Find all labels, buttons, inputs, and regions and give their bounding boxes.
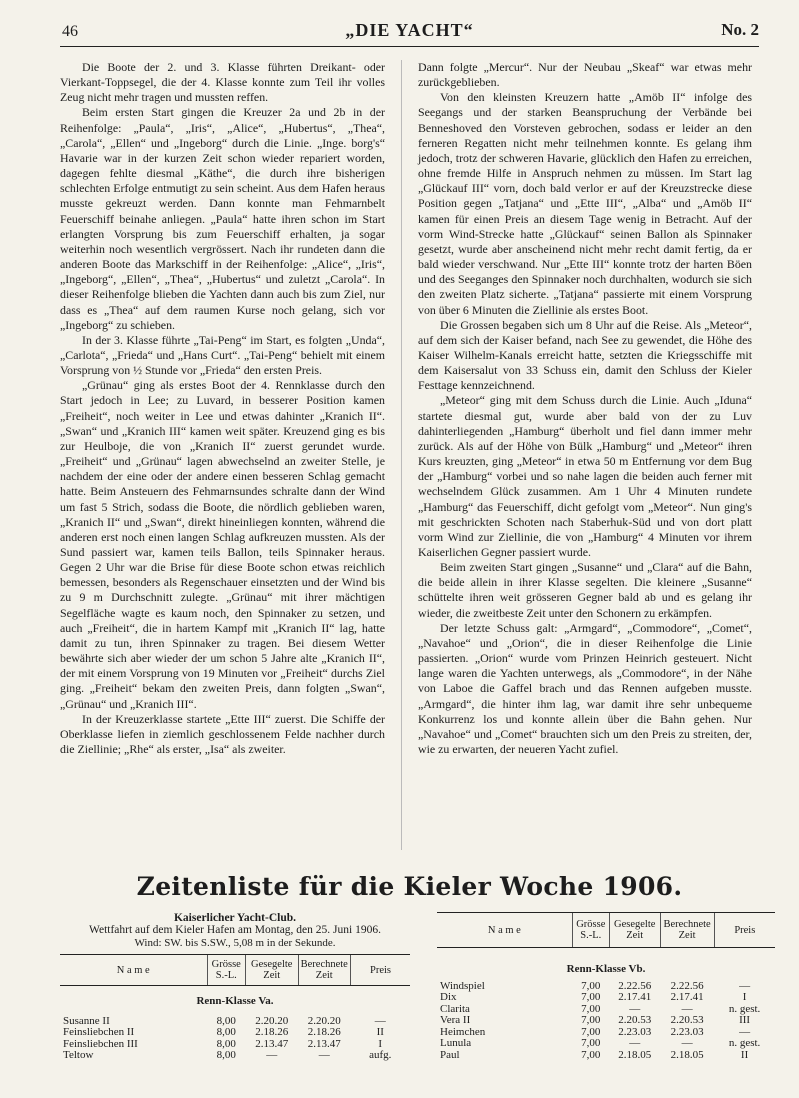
paragraph: Der letzte Schuss galt: „Armgard“, „Commodore“, „Comet“, „Navahoe“ und „Orion“, die in dieser Reihenfolge die Linie passierten. „Orion“ wurde vom Prinzen Heinrich gesteuert. Nicht lange waren die Yachten unterwegs, als „Commodore“, in der Nähe von Laboe die Gaffel brach und das Rennen aufgeben musste. „Armgard“, die hinter ihm lag, war damit ihre sehr unbequeme Konkurrenz los und konnte allein über die Bahn gehen. Nur „Navahoe“ und „Comet“ brauchten sich um den Preis zu streiten, der, wie zu erwarten, der neueren Yacht zufiel. — [418, 620, 752, 757]
cell-calc: 2.18.26 — [307, 1026, 341, 1038]
cell-calc: 2.18.05 — [670, 1048, 704, 1061]
results-table-vb — [437, 912, 775, 1061]
cell-sailed: 2.17.41 — [618, 991, 652, 1003]
col-header-prize: Preis — [351, 955, 411, 986]
section-title: Zeitenliste für die Kieler Woche 1906. — [136, 872, 683, 901]
cell-sailed: 2.18.26 — [255, 1026, 289, 1038]
table-row — [60, 1027, 410, 1039]
club-name: Kaiserlicher Yacht-Club. — [173, 912, 297, 924]
cell-size: 7,00 — [581, 979, 601, 992]
cell-name: Vera II — [440, 1014, 471, 1026]
cell-name: Clarita — [440, 1002, 470, 1015]
table-row — [437, 1004, 775, 1016]
cell-prize: — — [739, 979, 751, 992]
cell-prize: I — [742, 991, 747, 1003]
paragraph: „Grünau“ ging als erstes Boot der 4. Rennklasse durch den Start jedoch in Lee; zu Luvard, in besserer Position kamen „Freiheit“, noch weiter in Lee und etwas dahinter „Kranich II“. „Swan“ und „Kranich III“ kamen weit später. Kreuzend ging es bis zur Heulboje, die von „Kranich II“ zuerst gerundet wurde. „Freiheit“ und „Grünau“ lagen abwechselnd an zweiter Stelle, je nachdem der eine oder der andere einen besseren Schlag gemacht hatte. Beim Ansteuern des Fehmarnsundes schralte dann der Wind um fast 5 Strich, sodass die Boote, die nördlich geblieben waren, „Kranich II“ und „Swan“, direkt hineinliegen konnten, während die anderen erst noch einen langen Schlag aufkreuzen mussten. Als der Sund passiert war, kamen teils Ballon, teils Spinnaker heraus. Gegen 2 Uhr war die Brise für diese Boote schon etwas reichlich bemessen, besonders als Regenschauer einsetzten und der Wind bis zu 9 m Durchschnitt zulegte. „Grünau“ mit ihrer mächtigen Segelfläche wagte es kaum noch, den Spinnaker zu setzen, und auch „Freiheit“, die in hartem Kampf mit „Kranich II“ lag, hatte damit zu tun, ihren Spinnaker zu tragen. Bei diesem Wetter bewährte sich aber wieder der um schon 5 Jahre alte „Kranich II“, der mit einem Vorsprung von 19 Minuten vor „Freiheit“ durchs Ziel ging. „Freiheit“ bekam den zweiten Preis, dann folgten „Swan“, „Grünau“ und „Kranich III“. — [60, 378, 385, 711]
table-row — [60, 1050, 410, 1062]
cell-calc: — — [681, 1037, 693, 1049]
cell-size: 7,00 — [581, 1037, 601, 1049]
results-table-va — [60, 912, 410, 1062]
paragraph: Die Boote der 2. und 3. Klasse führten Dreikant- oder Vierkant-Toppsegel, die der 4. Klasse konnte zum Teil ihr volles Zeug nicht mehr tragen und mussten reffen. — [60, 60, 385, 105]
table-row — [437, 1038, 775, 1050]
paragraph: In der Kreuzerklasse startete „Ette III“ zuerst. Die Schiffe der Oberklasse liefen in ziemlich geschlossenem Felde nachher durch die Ziellinie; „Rhe“ als erster, „Isa“ als zweiter. — [60, 711, 385, 757]
cell-name: Dix — [440, 991, 457, 1003]
cell-calc: 2.20.53 — [670, 1014, 704, 1026]
paragraph: Dann folgte „Mercur“. Nur der Neubau „Skeaf“ war etwas mehr zurückgeblieben. — [418, 60, 752, 90]
paragraph: Beim ersten Start gingen die Kreuzer 2a und 2b in der Reihenfolge: „Paula“, „Iris“, „Alice“, „Hubertus“, „Thea“, „Carola“, „Ellen“ und „Ingeborg“ durch die Linie. „Inge. borg's“ Havarie war in der kurzen Zeit schon wieder repariert worden, dagegen fehlte diesmal „Käthe“, die durch ihre bisherigen schlechten Erfolge entmutigt zu sein scheint. Aus dem Hafen heraus musste gekreuzt werden. Dann konnte man Fehmarnbelt Feuerschiff beinahe anliegen. „Paula“ hatte ihren schon im Start erlangten Vorsprung bis zum Feuerschiff erhalten, ja sogar weiterhin noch wesentlich vergrössert. Nach ihr rundeten dann die anderen Boote das Markschiff in der Reihenfolge: „Alice“, „Iris“, „Ingeborg“, „Ellen“, „Thea“, „Hubertus“ und zuletzt „Carola“. In dieser Reihenfolge blieben die Yachten dann auch bis zum Ziel, nur dass es „Thea“ auf dem raumen Kurse noch gelang, sich vor „Ingeborg“ zu schieben. — [60, 105, 385, 332]
table-row — [437, 1050, 775, 1062]
cell-size: 8,00 — [216, 1037, 236, 1050]
cell-name: Feinsliebchen II — [63, 1026, 135, 1038]
cell-name: Lunula — [440, 1037, 472, 1049]
col-header-name: N a m e — [60, 955, 207, 986]
cell-name: Susanne II — [63, 1014, 110, 1027]
cell-calc: 2.22.56 — [670, 979, 704, 992]
cell-name: Windspiel — [440, 979, 485, 992]
col-header-sailed: Gesegelte Zeit — [609, 913, 660, 948]
col-header-sailed: Gesegelte Zeit — [246, 955, 299, 986]
right-column — [418, 60, 752, 757]
cell-prize: n. gest. — [728, 1002, 761, 1015]
col-header-size: Grösse S.-L. — [572, 913, 609, 948]
paragraph: Beim zweiten Start gingen „Susanne“ und „Clara“ auf die Bahn, die beide allein in ihrer Klasse segelten. Die kleinere „Susanne“ schüttelte ihren weit grösseren Gegner bald ab und es gelang ihr wieder, die zweitbeste Zeit unter den Schonern zu erkämpfen. — [418, 560, 752, 620]
col-header-calc: Berechnete Zeit — [298, 955, 351, 986]
paragraph: Die Grossen begaben sich um 8 Uhr auf die Reise. Als „Meteor“, auf dem sich der Kaiser befand, nach See zu gewendet, die Höhe des Kaiser Wilhelm-Kanals erreicht hatte, setzten die Kriegsschiffe mit dem Kaisersalut von 33 Schuss ein, damit den Schluss der Kieler Festtage kennzeichnend. — [418, 317, 752, 393]
cell-name: Teltow — [63, 1049, 94, 1061]
col-header-prize: Preis — [714, 913, 775, 948]
cell-size: 7,00 — [581, 1048, 601, 1061]
cell-calc: 2.23.03 — [670, 1025, 704, 1038]
paragraph: In der 3. Klasse führte „Tai-Peng“ im Start, es folgten „Unda“, „Carlota“, „Frieda“ und „Hans Curt“. „Tai-Peng“ behielt mit einem Vorsprung von ½ Stunde vor „Frieda“ den ersten Preis. — [60, 332, 385, 378]
page-number: 46 — [62, 23, 78, 40]
cell-prize: II — [376, 1026, 384, 1038]
col-header-calc: Berechnete Zeit — [660, 913, 714, 948]
cell-prize: I — [378, 1037, 383, 1050]
cell-sailed: — — [629, 1002, 641, 1015]
page-header — [60, 20, 759, 47]
cell-prize: n. gest. — [728, 1037, 761, 1049]
cell-calc: 2.17.41 — [670, 991, 704, 1003]
cell-calc: — — [318, 1049, 330, 1061]
cell-sailed: 2.22.56 — [618, 979, 652, 992]
table-row — [437, 992, 775, 1004]
cell-name: Paul — [440, 1048, 460, 1061]
cell-size: 8,00 — [216, 1026, 236, 1038]
cell-prize: aufg. — [369, 1049, 392, 1061]
race-info: Wettfahrt auf dem Kieler Hafen am Montag, den 25. Juni 1906. — [89, 924, 381, 936]
cell-size: 7,00 — [581, 1025, 601, 1038]
cell-sailed: 2.13.47 — [255, 1037, 289, 1050]
paragraph: Von den kleinsten Kreuzern hatte „Amöb II“ infolge des Seegangs und der starken Beanspruchung der Verbände bei Benneshoved den Vorsteven gebrochen, sodass er leider an den ferneren Regatten nicht mehr teilnehmen konnte. Es gelang ihm jedoch, trotz der schweren Havarie, glücklich den Hafen zu erreichen, ohne fremde Hilfe in Anspruch nehmen zu müssen. Im Start lag „Glückauf III“ vorn, doch bald verlor er auf der Kreuzstrecke diese Position gegen „Tatjana“ und „Ette III“, „Alba“ und „Amöb II“ kamen für einen Preis an diesem Tage wenig in Betracht. Auf der vorm Wind-Strecke hatte „Glückauf“ seinen Ballon als Spinnaker gesetzt, wurde aber anscheinend nicht mehr recht damit fertig, da er bald wieder verschwand. Nur „Ette III“ konnte trotz der harten Böen und des Seeganges den Spinnaker noch durchhalten, wodurch sie sich den zweiten Platz sicherte. „Tatjana“ passierte mit einem Vorsprung von über 6 Minuten die Ziellinie als erstes Boot. — [418, 90, 752, 317]
cell-sailed: 2.23.03 — [618, 1025, 652, 1038]
cell-prize: — — [374, 1014, 386, 1027]
cell-name: Feinsliebchen III — [63, 1037, 138, 1050]
column-divider — [401, 60, 402, 850]
table-row — [437, 1027, 775, 1039]
running-title: „DIE YACHT“ — [345, 20, 474, 40]
cell-prize: III — [739, 1014, 751, 1026]
cell-name: Heimchen — [440, 1025, 486, 1038]
cell-prize: II — [740, 1048, 749, 1061]
cell-size: 7,00 — [581, 1014, 601, 1026]
cell-calc: 2.20.20 — [307, 1014, 341, 1027]
class-label: Renn-Klasse Vb. — [566, 963, 646, 975]
paragraph: „Meteor“ ging mit dem Schuss durch die Linie. Auch „Iduna“ startete diesmal gut, wurde aber bald von der zu Luv dahinterliegenden „Hamburg“ überholt und fiel dann immer mehr zurück. Als auf der Höhe von Bülk „Hamburg“ und „Meteor“ ihren Kurs kreuzten, ging „Meteor“ in etwa 50 m Entfernung vor dem Bug der „Hamburg“ vorbei und so nahe lagen die beiden auch ferner mit wechselndem Glück zusammen. Am 1 Uhr 4 Minuten rundete „Hamburg“ das Feuerschiff, dicht gefolgt vom „Meteor“. Nun ging's mit geschrickten Schoten nach Staberhuk-Süd und von dort platt vorm Wind zur Ziellinie, die von „Hamburg“ 4 Minuten vor ihrem Kaiserlichen Gegner passiert wurde. — [418, 393, 752, 559]
left-column — [60, 60, 385, 757]
cell-sailed: 2.20.20 — [255, 1014, 289, 1027]
class-label: Renn-Klasse Va. — [196, 995, 274, 1007]
col-header-name: N a m e — [437, 913, 572, 948]
col-header-size: Grösse S.-L. — [207, 955, 246, 986]
cell-sailed: — — [266, 1049, 278, 1061]
table-row — [437, 1015, 775, 1027]
cell-sailed: — — [629, 1037, 641, 1049]
cell-size: 7,00 — [581, 1002, 601, 1015]
cell-size: 7,00 — [581, 991, 601, 1003]
wind-info: Wind: SW. bis S.SW., 5,08 m in der Sekunde. — [134, 937, 336, 949]
cell-size: 8,00 — [216, 1049, 236, 1061]
issue-number: No. 2 — [721, 20, 759, 39]
table-row — [437, 981, 775, 993]
cell-prize: — — [739, 1025, 751, 1038]
cell-calc: 2.13.47 — [307, 1037, 341, 1050]
cell-calc: — — [681, 1002, 693, 1015]
cell-sailed: 2.18.05 — [618, 1048, 652, 1061]
cell-size: 8,00 — [216, 1014, 236, 1027]
cell-sailed: 2.20.53 — [618, 1014, 652, 1026]
